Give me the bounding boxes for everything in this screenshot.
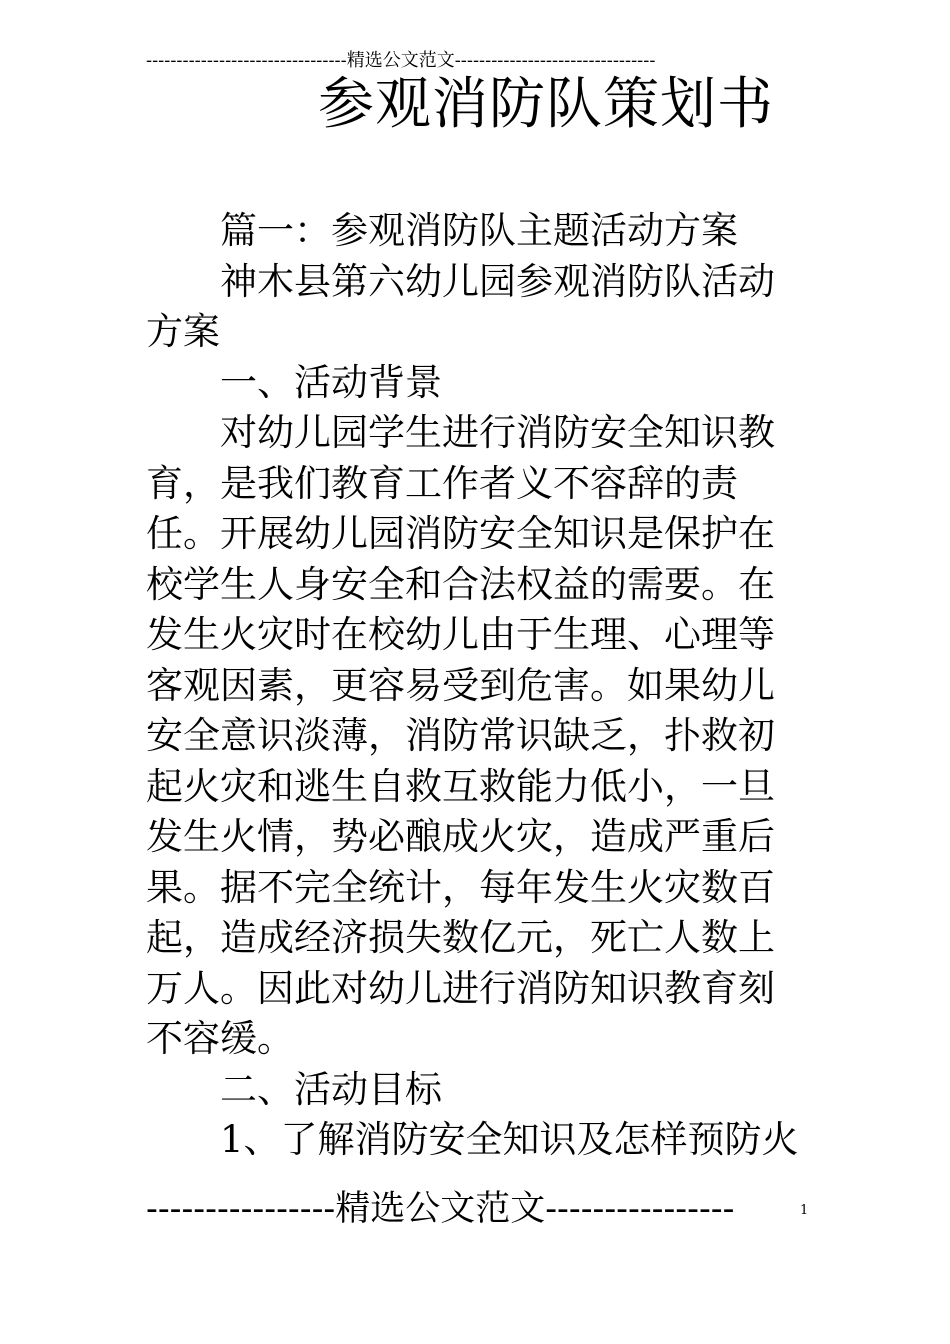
plan-title: 神木县第六幼儿园参观消防队活动方案	[146, 259, 775, 353]
document-title: 参观消防队策划书	[318, 72, 774, 137]
section-heading-part-one: 篇一：参观消防队主题活动方案	[220, 209, 738, 252]
goal-item-1: 1、了解消防安全知识及怎样预防火	[220, 1118, 799, 1161]
page-footer: ----------------精选公文范文----------------	[146, 1189, 735, 1229]
page-header: ---------------------------------精选公文范文---------------------------------	[146, 50, 656, 71]
background-paragraph: 对幼儿园学生进行消防安全知识教育，是我们教育工作者义不容辞的责任。开展幼儿园消防安全知识是保护在校学生人身安全和合法权益的需要。在发生火灾时在校幼儿由于生理、心理等客观因素，更容易受到危害。如果幼儿安全意识淡薄，消防常识缺乏，扑救初起火灾和逃生自救互救能力低小，一旦发生火情，势必酿成火灾，造成严重后果。据不完全统计，每年发生火灾数百起，造成经济损失数亿元，死亡人数上万人。因此对幼儿进行消防知识教育刻不容缓。	[146, 411, 775, 1060]
section-heading-background: 一、活动背景	[220, 360, 442, 404]
document-body	[146, 206, 810, 1166]
section-heading-goals: 二、活动目标	[220, 1067, 442, 1111]
page-number: 1	[800, 1203, 809, 1218]
